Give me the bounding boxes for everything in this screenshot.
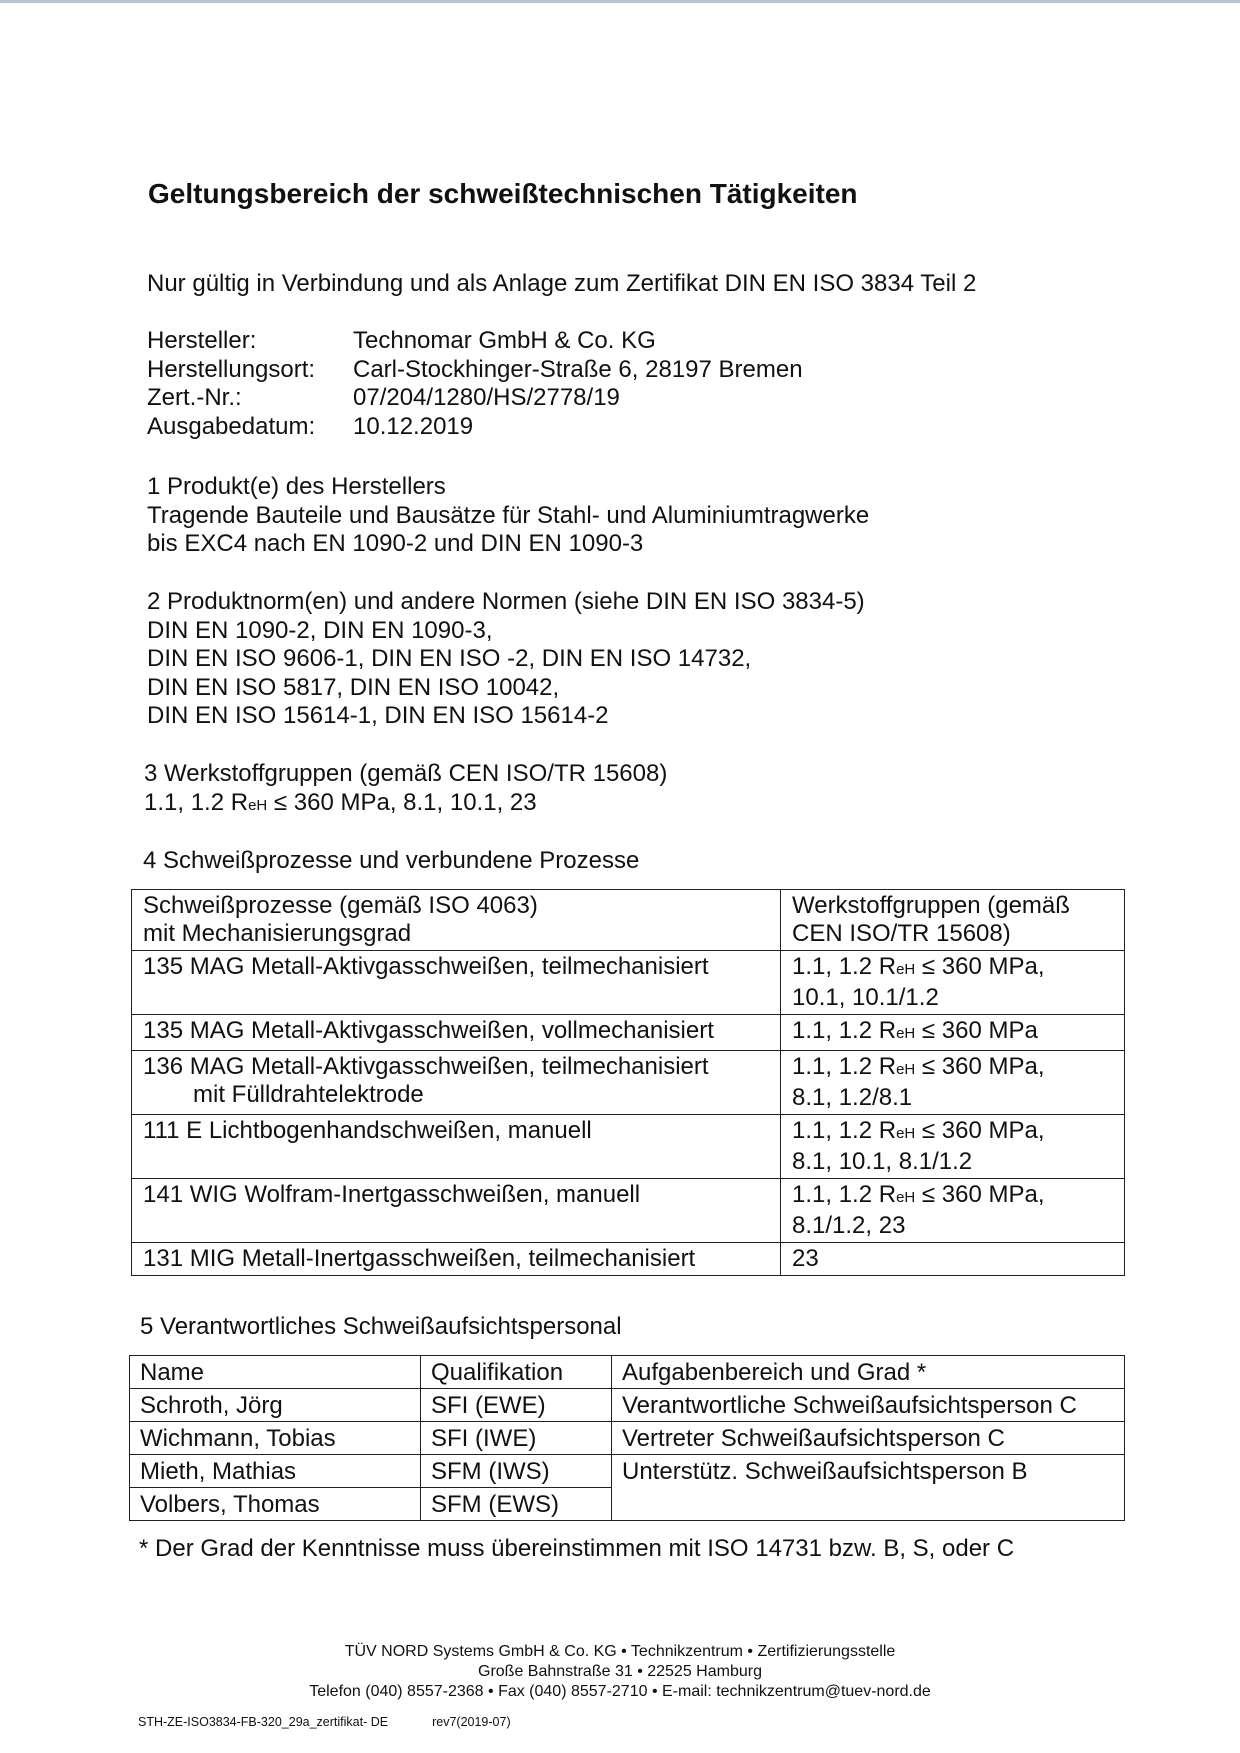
text-part: 1.1, 1.2 R (792, 1017, 897, 1044)
material-cell (781, 1015, 1125, 1051)
text-part: 1.1, 1.2 R (792, 953, 897, 980)
table-row (130, 1422, 1125, 1455)
process-cell (132, 1015, 781, 1051)
process-cell (132, 1179, 781, 1243)
meta-label: Hersteller: (147, 327, 257, 354)
meta-value: 10.12.2019 (353, 412, 474, 440)
material-cell (781, 1243, 1125, 1276)
subscript: eH (896, 1125, 916, 1142)
material-text (792, 953, 1114, 984)
material-text: 8.1/1.2, 23 (792, 1212, 906, 1239)
text-part: 1.1, 1.2 R (792, 1117, 897, 1144)
process-text: 141 WIG Wolfram-Inertgasschweißen, manuell (143, 1181, 641, 1208)
certificate-meta (147, 327, 803, 441)
section-material-groups (144, 760, 667, 820)
material-cell (781, 1115, 1125, 1179)
page-title: Geltungsbereich der schweißtechnischen Tätigkeiten (148, 178, 858, 209)
footer-line: TÜV NORD Systems GmbH & Co. KG • Technikzentrum • Zertifizierungsstelle (344, 1643, 896, 1660)
process-text: 135 MAG Metall-Aktivgasschweißen, teilmechanisiert (143, 953, 709, 980)
table-row (132, 1179, 1125, 1243)
text-part: ≤ 360 MPa, 8.1, 10.1, 23 (267, 788, 537, 816)
material-text: 8.1, 1.2/8.1 (792, 1084, 913, 1111)
section-heading-processes: 4 Schweißprozesse und verbundene Prozesse (143, 847, 640, 874)
material-text: 23 (792, 1245, 819, 1272)
section-products (147, 473, 869, 559)
meta-label: Herstellungsort: (147, 355, 316, 383)
process-cell (132, 1243, 781, 1276)
qualification-cell: SFI (IWE) (421, 1422, 612, 1455)
section-line: DIN EN ISO 5817, DIN EN ISO 10042, (147, 673, 560, 701)
section-line: DIN EN 1090-2, DIN EN 1090-3, (147, 616, 493, 644)
header-text: Schweißprozesse (gemäß ISO 4063) (143, 892, 538, 919)
table-row (132, 1015, 1125, 1051)
section-line: Tragende Bauteile und Bausätze für Stahl- und Aluminiumtragwerke (147, 501, 870, 529)
personnel-table (129, 1355, 1125, 1521)
qualification-cell: SFM (EWS) (421, 1488, 612, 1521)
table-header-row (130, 1356, 1125, 1389)
table-row (132, 1115, 1125, 1179)
material-text (792, 1181, 1114, 1212)
intro-text: Nur gültig in Verbindung und als Anlage zum Zertifikat DIN EN ISO 3834 Teil 2 (147, 270, 977, 297)
name-cell: Wichmann, Tobias (130, 1422, 421, 1455)
process-text: 136 MAG Metall-Aktivgasschweißen, teilmechanisiert (143, 1053, 709, 1080)
processes-table (131, 889, 1125, 1276)
doc-code: STH-ZE-ISO3834-FB-320_29a_zertifikat- DE (138, 1715, 389, 1729)
process-cell (132, 1115, 781, 1179)
material-text: 10.1, 10.1/1.2 (792, 984, 939, 1011)
footer-line: Telefon (040) 8557-2368 • Fax (040) 8557-2710 • E-mail: technikzentrum@tuev-nord.de (309, 1683, 931, 1700)
table-header-cell: Qualifikation (421, 1356, 612, 1389)
table-header-cell: Name (130, 1356, 421, 1389)
section-line: DIN EN ISO 15614-1, DIN EN ISO 15614-2 (147, 702, 609, 729)
meta-value: Carl-Stockhinger-Straße 6, 28197 Bremen (353, 355, 803, 383)
subscript: eH (248, 796, 268, 814)
section-heading: 1 Produkt(e) des Herstellers (147, 473, 446, 500)
process-cell (132, 951, 781, 1015)
meta-value: Technomar GmbH & Co. KG (353, 327, 656, 354)
table-row (132, 1243, 1125, 1276)
text-part: 1.1, 1.2 R (144, 788, 249, 816)
process-text: 131 MIG Metall-Inertgasschweißen, teilmechanisiert (143, 1245, 696, 1272)
text-part: ≤ 360 MPa (915, 1017, 1038, 1044)
meta-row-ort (147, 356, 803, 385)
section-heading: 2 Produktnorm(en) und andere Normen (siehe DIN EN ISO 3834-5) (147, 588, 865, 615)
text-part: 1.1, 1.2 R (792, 1181, 897, 1208)
revision: rev7(2019-07) (432, 1715, 511, 1729)
table-header-row (132, 890, 1125, 951)
table-row (132, 951, 1125, 1015)
section-line (144, 789, 667, 821)
footnote: * Der Grad der Kenntnisse muss übereinstimmen mit ISO 14731 bzw. B, S, oder C (139, 1535, 1015, 1562)
section-norms (147, 588, 865, 731)
text-part: ≤ 360 MPa, (915, 1117, 1045, 1144)
table-row (130, 1389, 1125, 1422)
text-part: ≤ 360 MPa, (915, 1181, 1045, 1208)
material-text: 8.1, 10.1, 8.1/1.2 (792, 1148, 973, 1175)
header-text: mit Mechanisierungsgrad (143, 920, 412, 947)
material-text (792, 1053, 1114, 1084)
meta-value: 07/204/1280/HS/2778/19 (353, 384, 620, 411)
material-cell (781, 951, 1125, 1015)
table-header-cell: Aufgabenbereich und Grad * (612, 1356, 1125, 1389)
process-cell (132, 1051, 781, 1115)
table-header-cell (781, 890, 1125, 951)
qualification-cell: SFI (EWE) (421, 1389, 612, 1422)
task-cell: Verantwortliche Schweißaufsichtsperson C (612, 1389, 1125, 1422)
material-text (792, 1117, 1114, 1148)
header-text: CEN ISO/TR 15608) (792, 920, 1011, 947)
document-code (138, 1715, 511, 1729)
meta-row-datum (147, 413, 803, 442)
table-row (130, 1455, 1125, 1488)
material-cell (781, 1051, 1125, 1115)
process-text: 135 MAG Metall-Aktivgasschweißen, vollmechanisiert (143, 1017, 714, 1044)
subscript: eH (896, 1061, 916, 1078)
text-part: 1.1, 1.2 R (792, 1053, 897, 1080)
name-cell: Schroth, Jörg (130, 1389, 421, 1422)
section-line: bis EXC4 nach EN 1090-2 und DIN EN 1090-3 (147, 530, 644, 557)
subscript: eH (896, 1189, 916, 1206)
page-footer (0, 1642, 1240, 1702)
text-part: ≤ 360 MPa, (915, 953, 1045, 980)
meta-row-hersteller (147, 327, 803, 356)
section-line: DIN EN ISO 9606-1, DIN EN ISO -2, DIN EN ISO 14732, (147, 645, 752, 672)
material-cell (781, 1179, 1125, 1243)
process-text: 111 E Lichtbogenhandschweißen, manuell (143, 1117, 592, 1144)
section-heading-personnel: 5 Verantwortliches Schweißaufsichtspersonal (140, 1313, 622, 1340)
name-cell: Mieth, Mathias (130, 1455, 421, 1488)
meta-label: Ausgabedatum: (147, 412, 316, 440)
subscript: eH (896, 1025, 916, 1042)
header-text: Werkstoffgruppen (gemäß (792, 892, 1070, 919)
footer-line: Große Bahnstraße 31 • 22525 Hamburg (478, 1663, 762, 1680)
task-cell: Vertreter Schweißaufsichtsperson C (612, 1422, 1125, 1455)
section-heading: 3 Werkstoffgruppen (gemäß CEN ISO/TR 15608) (144, 760, 668, 787)
top-border-line (0, 0, 1240, 3)
process-text: mit Fülldrahtelektrode (193, 1081, 424, 1108)
meta-label: Zert.-Nr.: (147, 384, 242, 411)
subscript: eH (896, 961, 916, 978)
meta-row-zert (147, 384, 803, 413)
table-row (132, 1051, 1125, 1115)
task-cell: Unterstütz. Schweißaufsichtsperson B (612, 1455, 1125, 1521)
material-text (792, 1017, 1114, 1048)
qualification-cell: SFM (IWS) (421, 1455, 612, 1488)
name-cell: Volbers, Thomas (130, 1488, 421, 1521)
text-part: ≤ 360 MPa, (915, 1053, 1045, 1080)
table-header-cell (132, 890, 781, 951)
